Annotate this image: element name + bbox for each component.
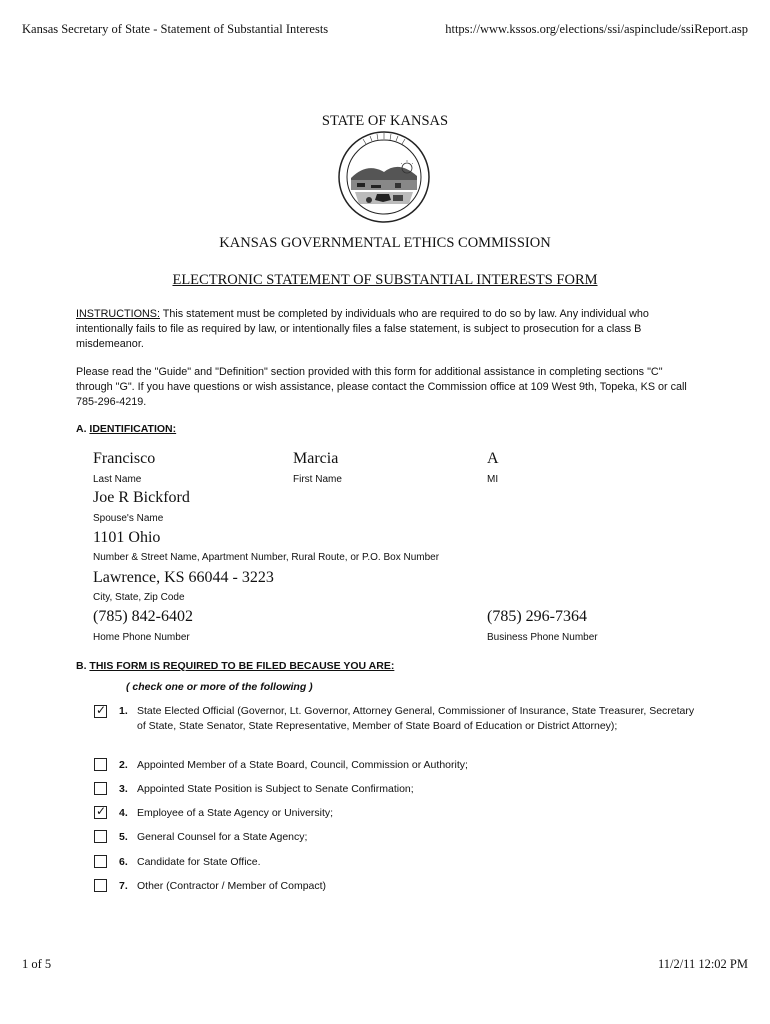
home-phone-value: (785) 842-6402: [93, 608, 193, 625]
checkbox-item-5[interactable]: [94, 830, 107, 843]
section-a-prefix: A.: [76, 423, 90, 435]
checkbox-item-2[interactable]: [94, 758, 107, 771]
check-mark-icon: ✓: [96, 804, 107, 818]
item-5-text: General Counsel for a State Agency;: [137, 831, 308, 843]
item-2-text: Appointed Member of a State Board, Council, Commission or Authority;: [137, 759, 468, 771]
header-url: https://www.kssos.org/elections/ssi/aspinclude/ssiReport.asp: [445, 22, 748, 36]
street-value: 1101 Ohio: [93, 529, 161, 546]
instructions-text: This statement must be completed by individuals who are required to do so by law. Any individual who intentionally fails to file as required by law, or intentionally files a false statement, is subject to prosecution for a class B misdemeanor.: [76, 308, 649, 351]
form-title: ELECTRONIC STATEMENT OF SUBSTANTIAL INTERESTS FORM: [172, 272, 598, 288]
checkbox-item-4[interactable]: [94, 806, 107, 819]
mi-value: A: [487, 450, 499, 467]
section-b-prefix: B.: [76, 660, 90, 672]
item-3-number: 3.: [119, 783, 128, 795]
check-mark-icon: ✓: [96, 703, 107, 717]
print-datetime: 11/2/11 12:02 PM: [657, 957, 748, 971]
section-b-title: THIS FORM IS REQUIRED TO BE FILED BECAUSE YOU ARE:: [89, 660, 395, 672]
item-4-number: 4.: [119, 807, 128, 819]
item-7-number: 7.: [119, 880, 128, 892]
item-7-text: Other (Contractor / Member of Compact): [137, 880, 327, 892]
business-phone-value: (785) 296-7364: [487, 608, 587, 625]
item-1-text: State Elected Official (Governor, Lt. Governor, Attorney General, Commissioner of Insurance, State Treasurer, Secretary of State, State Senator, State Representative, Member of State Board of Education or District Attorney);: [137, 705, 695, 733]
item-6-text: Candidate for State Office.: [137, 856, 261, 868]
commission-name: KANSAS GOVERNMENTAL ETHICS COMMISSION: [219, 235, 551, 251]
header-title: Kansas Secretary of State - Statement of Substantial Interests: [22, 22, 329, 36]
instructions-paragraph: [76, 307, 696, 353]
guide-paragraph: Please read the "Guide" and "Definition" section provided with this form for additional assistance in completing sections "C" through "G". If you have questions or wish assistance, please contact the Commission office at 109 West 9th, Topeka, KS or call 785-296-4219.: [76, 366, 687, 409]
item-6-number: 6.: [119, 856, 128, 868]
item-3-text: Appointed State Position is Subject to Senate Confirmation;: [137, 783, 414, 795]
first-name-value: Marcia: [293, 450, 339, 467]
item-2-number: 2.: [119, 759, 128, 771]
business-phone-label: Business Phone Number: [487, 632, 598, 643]
state-title: STATE OF KANSAS: [321, 113, 449, 129]
city-value: Lawrence, KS 66044 - 3223: [93, 569, 274, 586]
spouse-name-label: Spouse's Name: [93, 513, 164, 524]
item-4-text: Employee of a State Agency or University;: [137, 807, 334, 819]
checkbox-item-7[interactable]: [94, 879, 107, 892]
checkbox-item-1[interactable]: [94, 705, 107, 718]
first-name-label: First Name: [293, 474, 342, 485]
checkbox-item-6[interactable]: [94, 855, 107, 868]
instructions-label: INSTRUCTIONS:: [76, 308, 160, 320]
spouse-name-value: Joe R Bickford: [93, 489, 190, 506]
item-1-number: 1.: [119, 705, 128, 717]
page-number: 1 of 5: [22, 957, 52, 971]
last-name-value: Francisco: [93, 450, 156, 467]
city-label: City, State, Zip Code: [93, 592, 185, 603]
mi-label: MI: [487, 474, 499, 485]
home-phone-label: Home Phone Number: [93, 632, 190, 643]
kansas-state-seal-icon: [337, 130, 431, 224]
last-name-label: Last Name: [93, 474, 142, 485]
section-a-heading: [76, 423, 176, 435]
section-b-heading: [76, 660, 394, 672]
item-5-number: 5.: [119, 831, 128, 843]
checkbox-item-3[interactable]: [94, 782, 107, 795]
street-label: Number & Street Name, Apartment Number, Rural Route, or P.O. Box Number: [93, 552, 440, 563]
section-a-title: IDENTIFICATION:: [89, 423, 177, 435]
section-b-subheading: ( check one or more of the following ): [126, 681, 313, 693]
